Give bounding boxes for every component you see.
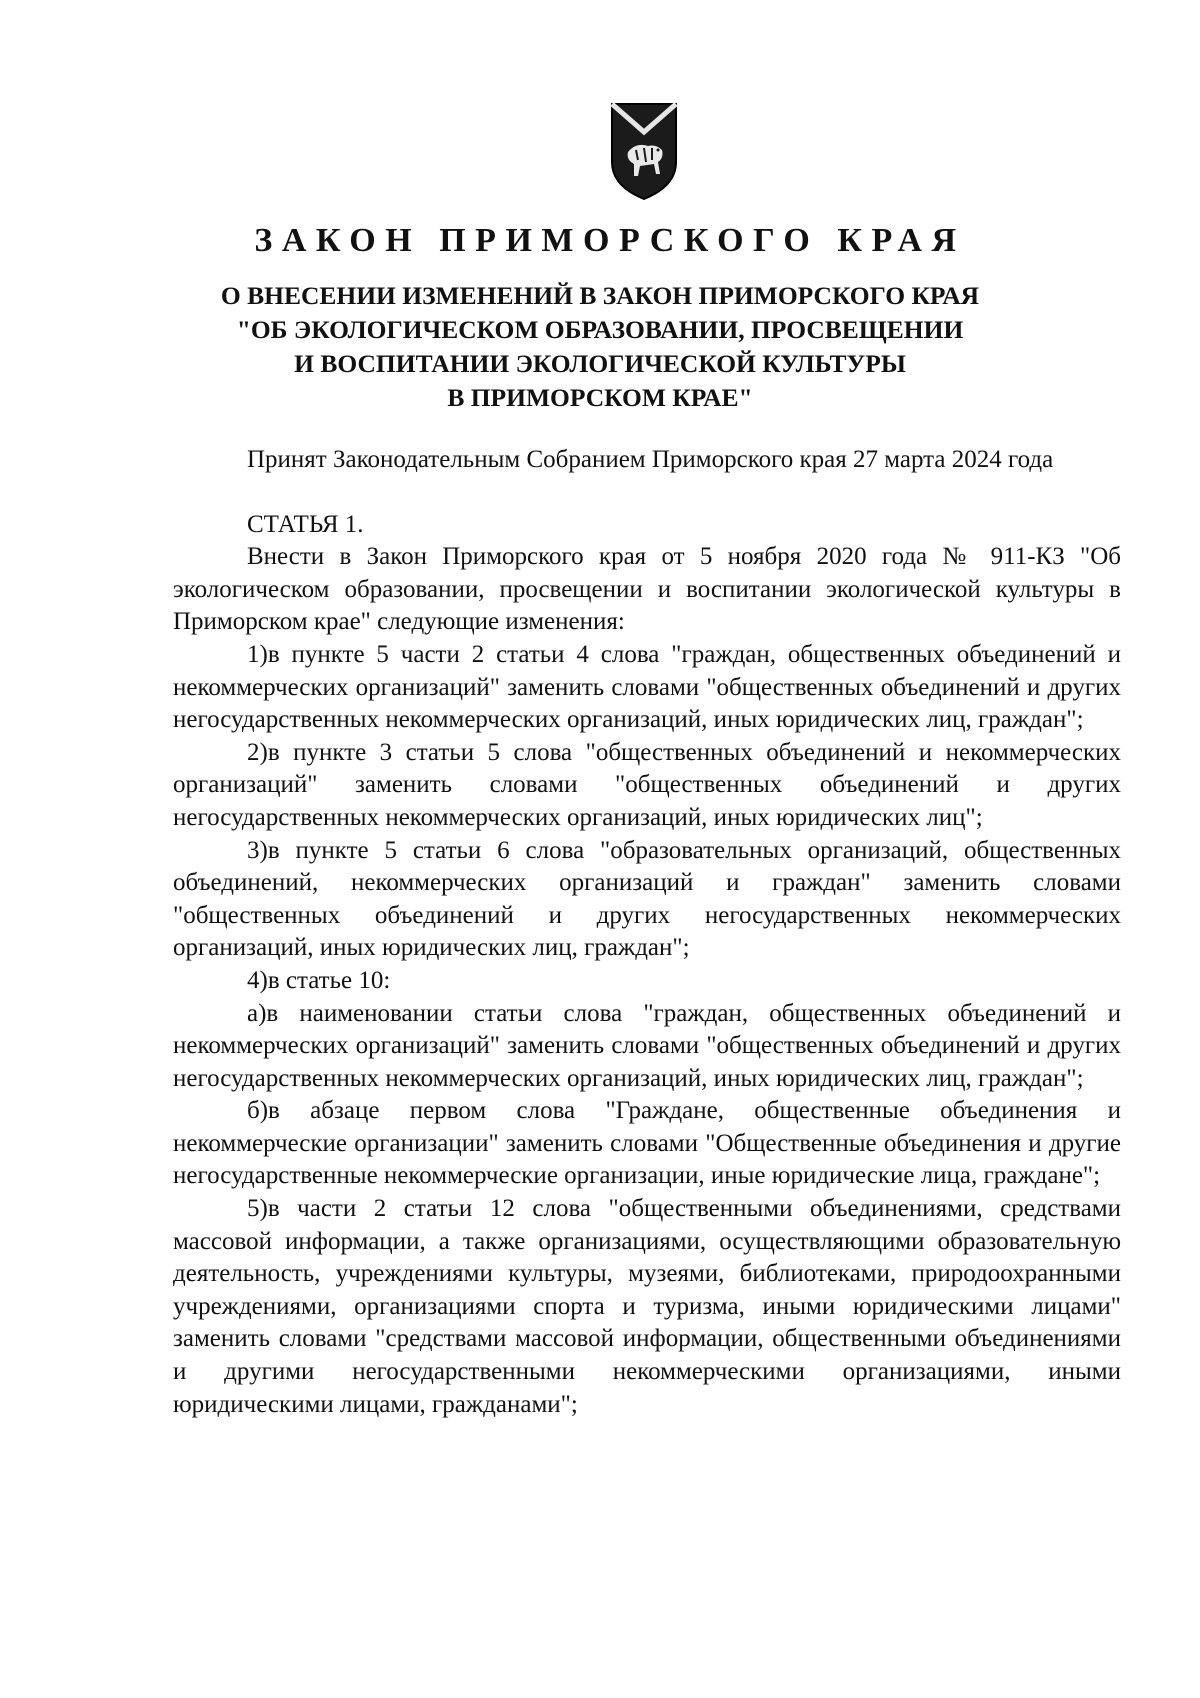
paragraph: б)в абзаце первом слова "Граждане, общественные объединения и некоммерческие организации" заменить словами "Общественные объединения и другие негосударственные некоммерческие организации, иные юридические лица, граждане";: [173, 1097, 1121, 1190]
article-heading: СТАТЬЯ 1.: [247, 510, 364, 538]
paragraph: 4)в статье 10:: [247, 966, 391, 994]
document-body: [173, 444, 1121, 1421]
law-title-line: "ОБ ЭКОЛОГИЧЕСКОМ ОБРАЗОВАНИИ, ПРОСВЕЩЕНИИ: [236, 315, 964, 344]
paragraph: 3)в пункте 5 статьи 6 слова "образовательных организаций, общественных объединений, некоммерческих организаций и граждан" заменить словами "общественных объединений и других негосударственных некоммерческих организаций, иных юридических лиц, граждан";: [173, 836, 1121, 962]
law-title-line: О ВНЕСЕНИИ ИЗМЕНЕНИЙ В ЗАКОН ПРИМОРСКОГО КРАЯ: [220, 281, 980, 310]
law-type-heading: ЗАКОН ПРИМОРСКОГО КРАЯ: [254, 222, 966, 259]
adoption-note: Принят Законодательным Собранием Приморского края 27 марта 2024 года: [247, 446, 1054, 473]
paragraph: 2)в пункте 3 статьи 5 слова "общественных объединений и некоммерческих организаций" заменить словами "общественных объединений и других негосударственных некоммерческих организаций, иных юридических лиц";: [173, 738, 1121, 831]
paragraph: а)в наименовании статьи слова "граждан, общественных объединений и некоммерческих организаций" заменить словами "общественных объединений и других негосударственных некоммерческих организаций, иных юридических лиц, граждан";: [173, 999, 1121, 1092]
primorsky-krai-coat-of-arms-icon: [606, 100, 682, 202]
paragraph: Внести в Закон Приморского края от 5 ноября 2020 года № 911-КЗ "Об экологическом образовании, просвещении и воспитании экологической культуры в Приморском крае" следующие изменения:: [173, 543, 1121, 636]
law-title-line: В ПРИМОРСКОМ КРАЕ": [447, 383, 753, 412]
law-title-line: И ВОСПИТАНИИ ЭКОЛОГИЧЕСКОЙ КУЛЬТУРЫ: [294, 349, 906, 378]
law-title: [120, 279, 1080, 415]
paragraph: 1)в пункте 5 части 2 статьи 4 слова "граждан, общественных объединений и некоммерческих организаций" заменить словами "общественных объединений и других негосударственных некоммерческих организаций, иных юридических лиц, граждан";: [173, 640, 1121, 734]
paragraph: 5)в части 2 статьи 12 слова "общественными объединениями, средствами массовой информации, а также организациями, осуществляющими образовательную деятельность, учреждениями культуры, музеями, библиотеками, природоохранными учреждениями, организациями спорта и туризма, иными юридическими лицами" заменить словами "средствами массовой информации, общественными объединениями и другими негосударственными некоммерческими организациями, иными юридическими лицами, гражданами";: [173, 1195, 1121, 1418]
